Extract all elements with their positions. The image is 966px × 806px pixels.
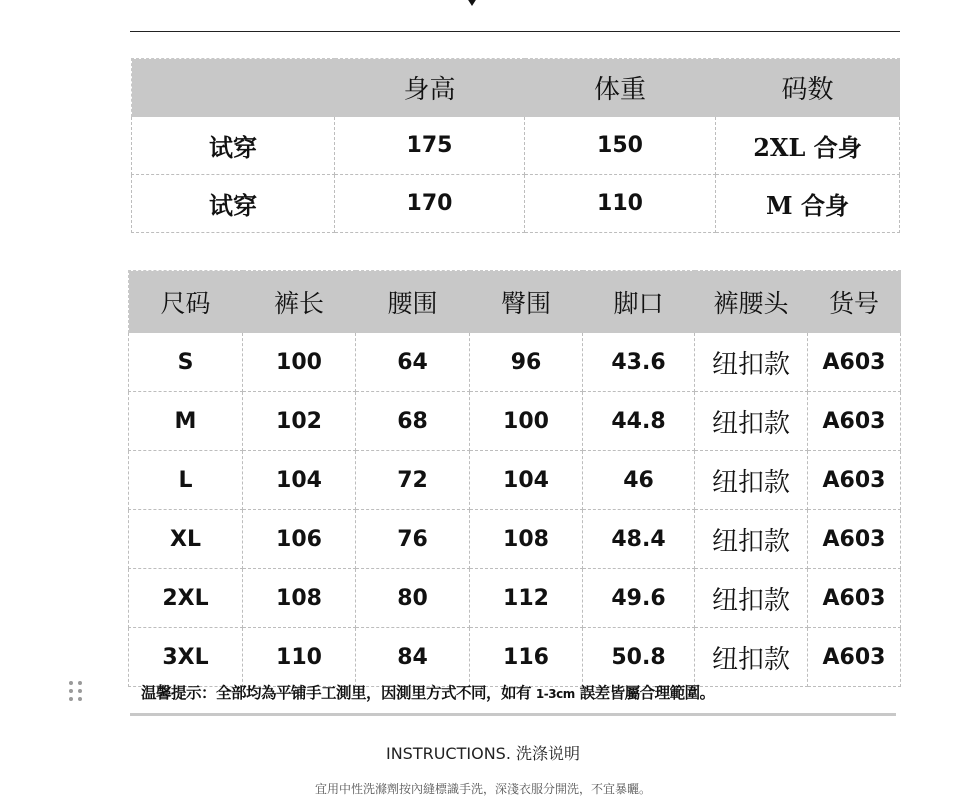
table-row [129,392,901,451]
size-cell-waist: 76 [356,510,470,569]
size-header-leg-opening: 脚口 [583,271,695,333]
table-row [129,333,901,392]
size-cell-leg-opening: 50.8 [583,628,695,687]
size-cell-size: 2XL [129,569,243,628]
size-cell-waistband: 纽扣款 [695,392,808,451]
fitting-header-weight: 体重 [525,59,716,117]
size-cell-waist: 64 [356,333,470,392]
fitting-cell-size: M 合身 [716,175,900,233]
size-cell-length: 108 [243,569,356,628]
size-cell-leg-opening: 48.4 [583,510,695,569]
tip-text-after: 誤差皆屬合理範圍。 [579,684,715,702]
fitting-cell-height: 170 [335,175,525,233]
fitting-cell-size: 2XL 合身 [716,117,900,175]
size-cell-hip: 100 [470,392,583,451]
size-cell-length: 110 [243,628,356,687]
table-row [129,510,901,569]
size-cell-waist: 68 [356,392,470,451]
size-header-length: 裤长 [243,271,356,333]
size-cell-hip: 108 [470,510,583,569]
drag-dot [78,681,82,685]
fitting-cell-label: 试穿 [132,117,335,175]
tip-text-before: 温馨提示：全部均為平铺手工測里，因測里方式不同，如有 [141,684,532,702]
tip-range: 1-3cm [535,687,575,701]
size-cell-item-no: A603 [808,628,901,687]
drag-dot [69,697,73,701]
drag-handle-icon[interactable] [69,681,83,703]
drag-dot [69,681,73,685]
fitting-header-size: 码数 [716,59,900,117]
size-cell-item-no: A603 [808,333,901,392]
table-row [129,569,901,628]
size-cell-leg-opening: 44.8 [583,392,695,451]
size-cell-hip: 116 [470,628,583,687]
size-cell-waist: 84 [356,628,470,687]
size-cell-length: 100 [243,333,356,392]
size-cell-length: 104 [243,451,356,510]
size-cell-waist: 72 [356,451,470,510]
size-chart-table [128,270,901,687]
size-cell-item-no: A603 [808,451,901,510]
size-header-waistband: 裤腰头 [695,271,808,333]
size-cell-size: 3XL [129,628,243,687]
fitting-cell-height: 175 [335,117,525,175]
fitting-table [131,58,900,233]
size-cell-waistband: 纽扣款 [695,628,808,687]
size-cell-leg-opening: 49.6 [583,569,695,628]
top-divider [130,31,900,32]
size-cell-size: XL [129,510,243,569]
fitting-cell-label: 试穿 [132,175,335,233]
fitting-header-height: 身高 [335,59,525,117]
size-cell-item-no: A603 [808,392,901,451]
fitting-header-row [132,59,900,117]
size-cell-length: 106 [243,510,356,569]
instructions-text: 宜用中性洗滌劑按內縫標識手洗，深淺衣服分開洗，不宜暴曬。 [314,782,651,796]
size-header-item-no: 货号 [808,271,901,333]
size-cell-waist: 80 [356,569,470,628]
size-cell-item-no: A603 [808,569,901,628]
fitting-cell-weight: 150 [525,117,716,175]
size-header-hip: 臀围 [470,271,583,333]
size-header-waist: 腰围 [356,271,470,333]
size-cell-waistband: 纽扣款 [695,569,808,628]
size-header-row [129,271,901,333]
size-cell-item-no: A603 [808,510,901,569]
fitting-cell-weight: 110 [525,175,716,233]
size-cell-size: M [129,392,243,451]
size-cell-size: L [129,451,243,510]
size-cell-length: 102 [243,392,356,451]
down-arrow-icon [463,0,481,6]
size-cell-hip: 96 [470,333,583,392]
fitting-header-blank [132,59,335,117]
size-cell-hip: 112 [470,569,583,628]
instructions-title: INSTRUCTIONS. 洗涤说明 [385,744,580,763]
size-cell-waistband: 纽扣款 [695,510,808,569]
size-cell-leg-opening: 43.6 [583,333,695,392]
size-cell-hip: 104 [470,451,583,510]
table-row [132,117,900,175]
size-cell-waistband: 纽扣款 [695,333,808,392]
section-divider [130,713,896,716]
drag-dot [69,689,73,693]
drag-dot [78,689,82,693]
size-header-size: 尺码 [129,271,243,333]
table-row [129,628,901,687]
size-cell-leg-opening: 46 [583,451,695,510]
drag-dot [78,697,82,701]
table-row [129,451,901,510]
measurement-tip [141,681,911,703]
size-cell-size: S [129,333,243,392]
size-cell-waistband: 纽扣款 [695,451,808,510]
table-row [132,175,900,233]
